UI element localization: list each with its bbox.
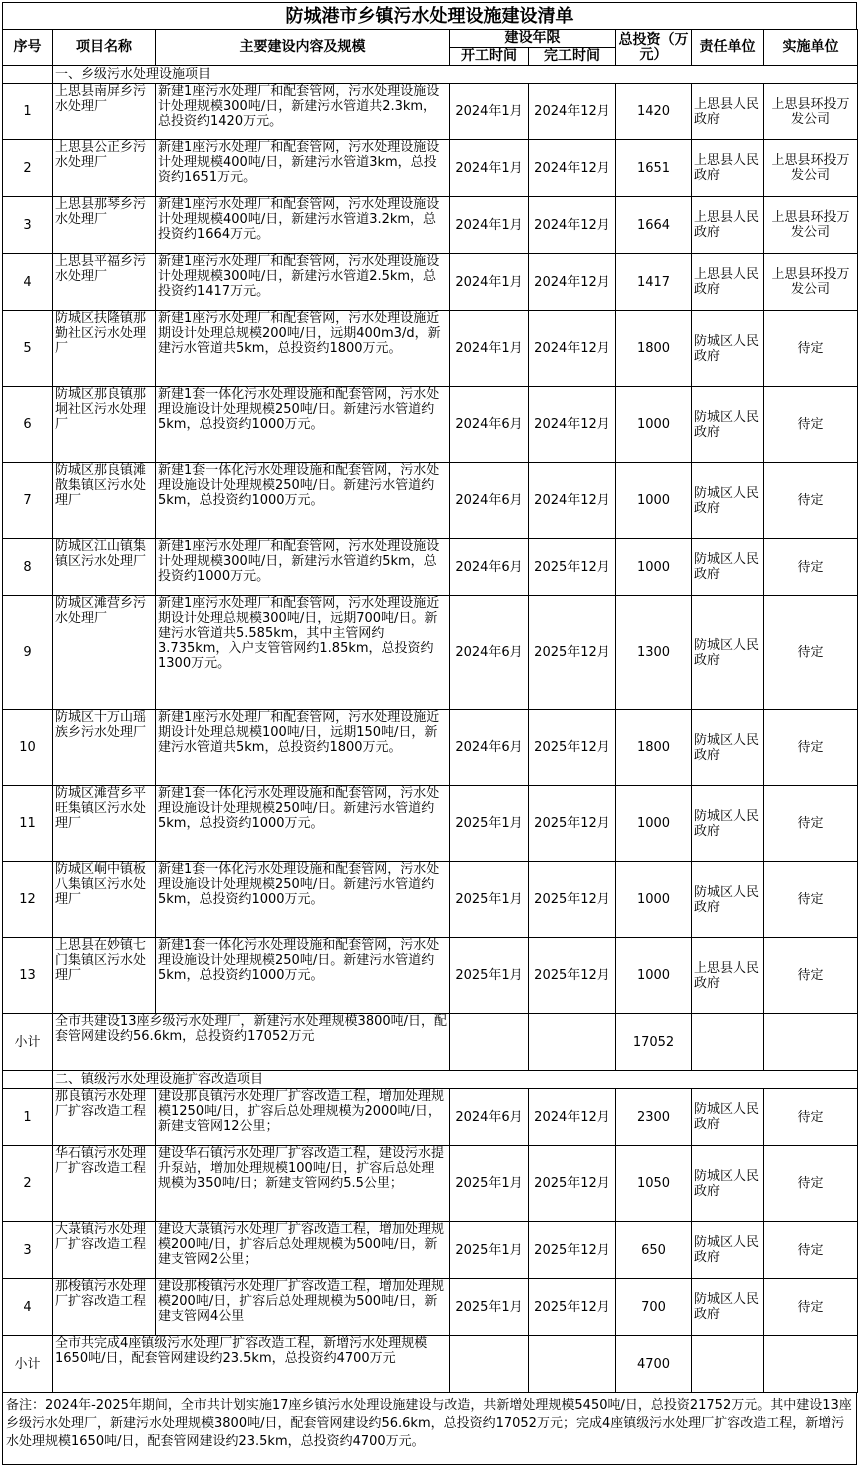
row-content: 新建1座污水处理厂和配套管网，污水处理设施设计处理规模300吨/日，新建污水管道2.5km，总投资约1417万元。 xyxy=(156,254,450,311)
row-responsible-unit: 上思县人民政府 xyxy=(692,84,764,140)
row-seq: 7 xyxy=(3,463,53,539)
row-content: 建设华石镇污水处理厂扩容改造工程，建设污水提升泵站，增加处理规模100吨/日，扩容后总处理规模为350吨/日；新建支管网约5.5公里； xyxy=(156,1146,450,1222)
row-content: 新建1座污水处理厂和配套管网，污水处理设施近期设计处理总规模100吨/日，远期150吨/日，新建污水管道共5km，总投资约1800万元。 xyxy=(156,710,450,786)
row-end-date: 2025年12月 xyxy=(529,938,616,1014)
section-heading-row xyxy=(3,66,858,84)
row-start-date: 2024年1月 xyxy=(450,140,529,197)
remarks-note: 备注：2024年-2025年期间，全市共计划实施17座乡镇污水处理设施建设与改造，共新增处理规模5450吨/日，总投资21752万元。其中建设13座乡级污水处理厂，新建污水处理规模3800吨/日，配套管网建设约56.6km，总投资约17052万元；完成4座镇级污水处理厂扩容改造工程，新增污水处理规模1650吨/日，配套管网建设约23.5km，总投资约4700万元。 xyxy=(2,1393,857,1465)
empty-cell xyxy=(529,1014,616,1071)
row-start-date: 2025年1月 xyxy=(450,1146,529,1222)
header-content: 主要建设内容及规模 xyxy=(156,30,450,66)
empty-cell xyxy=(692,1336,764,1393)
row-content: 建设那梭镇污水处理厂扩容改造工程，增加处理规模200吨/日，扩容后总处理规模为500吨/日，新建支管网4公里 xyxy=(156,1279,450,1336)
row-content: 建设那良镇污水处理厂扩容改造工程，增加处理规模1250吨/日，扩容后总处理规模为2000吨/日，新建支管网12公里； xyxy=(156,1089,450,1146)
row-end-date: 2024年12月 xyxy=(529,387,616,463)
header-name: 项目名称 xyxy=(53,30,156,66)
row-project-name: 防城区那良镇那垌社区污水处理厂 xyxy=(53,387,156,463)
table-row xyxy=(3,1222,858,1279)
row-end-date: 2025年12月 xyxy=(529,1279,616,1336)
row-start-date: 2024年6月 xyxy=(450,710,529,786)
row-project-name: 防城区那良镇滩散集镇区污水处理厂 xyxy=(53,463,156,539)
row-content: 新建1座污水处理厂和配套管网，污水处理设施设计处理规模300吨/日，新建污水管道约5km，总投资约1000万元。 xyxy=(156,539,450,596)
row-responsible-unit: 防城区人民政府 xyxy=(692,387,764,463)
row-project-name: 上思县公正乡污水处理厂 xyxy=(53,140,156,197)
row-seq: 1 xyxy=(3,1089,53,1146)
row-responsible-unit: 上思县人民政府 xyxy=(692,938,764,1014)
row-responsible-unit: 防城区人民政府 xyxy=(692,710,764,786)
row-project-name: 上思县那琴乡污水处理厂 xyxy=(53,197,156,254)
row-implementing-unit: 上思县环投万发公司 xyxy=(764,84,858,140)
row-end-date: 2024年12月 xyxy=(529,1089,616,1146)
table-row xyxy=(3,84,858,140)
row-end-date: 2024年12月 xyxy=(529,197,616,254)
row-end-date: 2024年12月 xyxy=(529,254,616,311)
row-content: 新建1座污水处理厂和配套管网，污水处理设施近期设计处理总规模200吨/日，远期400m3/d，新建污水管道共5km，总投资约1800万元。 xyxy=(156,311,450,387)
row-seq: 6 xyxy=(3,387,53,463)
section-heading-row xyxy=(3,1071,858,1089)
row-implementing-unit: 待定 xyxy=(764,387,858,463)
table-row xyxy=(3,197,858,254)
row-responsible-unit: 上思县人民政府 xyxy=(692,254,764,311)
row-seq: 9 xyxy=(3,596,53,710)
row-content: 新建1座污水处理厂和配套管网，污水处理设施设计处理规模400吨/日，新建污水管道3km，总投资约1651万元。 xyxy=(156,140,450,197)
row-end-date: 2025年12月 xyxy=(529,862,616,938)
table-row xyxy=(3,463,858,539)
row-content: 新建1座污水处理厂和配套管网，污水处理设施近期设计处理总规模300吨/日，远期700吨/日。新建污水管道共5.585km，其中主管网约3.735km，入户支管管网约1.85km，总投资约1300万元。 xyxy=(156,596,450,710)
row-content: 新建1套一体化污水处理设施和配套管网，污水处理设施设计处理规模250吨/日。新建污水管道约5km，总投资约1000万元。 xyxy=(156,387,450,463)
row-project-name: 防城区峒中镇板八集镇区污水处理厂 xyxy=(53,862,156,938)
row-investment: 1000 xyxy=(616,539,692,596)
row-start-date: 2024年1月 xyxy=(450,197,529,254)
row-implementing-unit: 待定 xyxy=(764,1089,858,1146)
row-responsible-unit: 防城区人民政府 xyxy=(692,463,764,539)
row-content: 新建1座污水处理厂和配套管网，污水处理设施设计处理规模300吨/日，新建污水管道共2.3km，总投资约1420万元。 xyxy=(156,84,450,140)
subtotal-row xyxy=(3,1336,858,1393)
row-implementing-unit: 待定 xyxy=(764,1146,858,1222)
row-project-name: 防城区滩营乡污水处理厂 xyxy=(53,596,156,710)
row-responsible-unit: 防城区人民政府 xyxy=(692,311,764,387)
row-project-name: 防城区十万山瑶族乡污水处理厂 xyxy=(53,710,156,786)
row-implementing-unit: 待定 xyxy=(764,1279,858,1336)
row-investment: 650 xyxy=(616,1222,692,1279)
empty-cell xyxy=(764,1014,858,1071)
header-start: 开工时间 xyxy=(450,48,529,66)
row-start-date: 2024年6月 xyxy=(450,387,529,463)
row-project-name: 大菉镇污水处理厂扩容改造工程 xyxy=(53,1222,156,1279)
row-content: 建设大菉镇污水处理厂扩容改造工程，增加处理规模200吨/日，扩容后总处理规模为500吨/日，新建支管网2公里； xyxy=(156,1222,450,1279)
row-content: 新建1套一体化污水处理设施和配套管网，污水处理设施设计处理规模250吨/日。新建污水管道约5km，总投资约1000万元。 xyxy=(156,463,450,539)
empty-cell xyxy=(529,1336,616,1393)
row-investment: 1417 xyxy=(616,254,692,311)
row-start-date: 2024年1月 xyxy=(450,254,529,311)
row-project-name: 华石镇污水处理厂扩容改造工程 xyxy=(53,1146,156,1222)
table-row xyxy=(3,786,858,862)
row-investment: 1000 xyxy=(616,463,692,539)
table-row xyxy=(3,862,858,938)
row-investment: 1000 xyxy=(616,938,692,1014)
table-body xyxy=(3,66,858,1393)
section-title: 一、乡级污水处理设施项目 xyxy=(53,66,858,84)
row-seq: 3 xyxy=(3,1222,53,1279)
subtotal-row xyxy=(3,1014,858,1071)
header-end: 完工时间 xyxy=(529,48,616,66)
subtotal-label: 小计 xyxy=(3,1336,53,1393)
row-seq: 13 xyxy=(3,938,53,1014)
subtotal-investment: 17052 xyxy=(616,1014,692,1071)
row-end-date: 2024年12月 xyxy=(529,311,616,387)
row-seq: 1 xyxy=(3,84,53,140)
row-project-name: 上思县南屏乡污水处理厂 xyxy=(53,84,156,140)
empty-cell xyxy=(692,1014,764,1071)
row-content: 新建1套一体化污水处理设施和配套管网，污水处理设施设计处理规模250吨/日。新建污水管道约5km，总投资约1000万元。 xyxy=(156,786,450,862)
row-project-name: 防城区扶隆镇那勤社区污水处理厂 xyxy=(53,311,156,387)
row-investment: 1800 xyxy=(616,710,692,786)
table-row xyxy=(3,1089,858,1146)
row-implementing-unit: 待定 xyxy=(764,311,858,387)
page-title: 防城港市乡镇污水处理设施建设清单 xyxy=(2,2,857,29)
row-implementing-unit: 待定 xyxy=(764,596,858,710)
header-resp: 责任单位 xyxy=(692,30,764,66)
row-responsible-unit: 防城区人民政府 xyxy=(692,1146,764,1222)
row-end-date: 2025年12月 xyxy=(529,596,616,710)
row-implementing-unit: 待定 xyxy=(764,710,858,786)
row-end-date: 2024年12月 xyxy=(529,140,616,197)
row-start-date: 2025年1月 xyxy=(450,1222,529,1279)
row-implementing-unit: 待定 xyxy=(764,463,858,539)
header-seq: 序号 xyxy=(3,30,53,66)
subtotal-label: 小计 xyxy=(3,1014,53,1071)
row-project-name: 防城区滩营乡平旺集镇区污水处理厂 xyxy=(53,786,156,862)
row-start-date: 2024年1月 xyxy=(450,311,529,387)
row-investment: 1050 xyxy=(616,1146,692,1222)
row-start-date: 2024年6月 xyxy=(450,1089,529,1146)
row-project-name: 防城区江山镇集镇区污水处理厂 xyxy=(53,539,156,596)
row-responsible-unit: 上思县人民政府 xyxy=(692,197,764,254)
row-responsible-unit: 防城区人民政府 xyxy=(692,786,764,862)
header-period: 建设年限 xyxy=(450,30,616,48)
row-investment: 1664 xyxy=(616,197,692,254)
row-start-date: 2025年1月 xyxy=(450,1279,529,1336)
row-end-date: 2025年12月 xyxy=(529,1222,616,1279)
row-content: 新建1座污水处理厂和配套管网，污水处理设施设计处理规模400吨/日，新建污水管道3.2km，总投资约1664万元。 xyxy=(156,197,450,254)
table-row xyxy=(3,387,858,463)
project-table xyxy=(2,29,858,1393)
row-seq: 11 xyxy=(3,786,53,862)
row-seq: 4 xyxy=(3,1279,53,1336)
section-title: 二、镇级污水处理设施扩容改造项目 xyxy=(53,1071,858,1089)
row-implementing-unit: 待定 xyxy=(764,862,858,938)
subtotal-content: 全市共建设13座乡级污水处理厂，新建污水处理规模3800吨/日，配套管网建设约56.6km，总投资约17052万元 xyxy=(53,1014,450,1071)
document-sheet xyxy=(2,2,857,1465)
row-responsible-unit: 防城区人民政府 xyxy=(692,862,764,938)
row-start-date: 2025年1月 xyxy=(450,938,529,1014)
subtotal-content: 全市共完成4座镇级污水处理厂扩容改造工程，新增污水处理规模1650吨/日，配套管网建设约23.5km，总投资约4700万元 xyxy=(53,1336,450,1393)
header-impl: 实施单位 xyxy=(764,30,858,66)
table-row xyxy=(3,140,858,197)
row-start-date: 2025年1月 xyxy=(450,862,529,938)
table-row xyxy=(3,938,858,1014)
row-investment: 1000 xyxy=(616,786,692,862)
row-implementing-unit: 待定 xyxy=(764,539,858,596)
row-seq: 8 xyxy=(3,539,53,596)
row-end-date: 2025年12月 xyxy=(529,1146,616,1222)
row-end-date: 2025年12月 xyxy=(529,539,616,596)
row-start-date: 2024年6月 xyxy=(450,596,529,710)
row-implementing-unit: 待定 xyxy=(764,1222,858,1279)
row-end-date: 2025年12月 xyxy=(529,786,616,862)
row-investment: 1651 xyxy=(616,140,692,197)
row-seq: 5 xyxy=(3,311,53,387)
table-row xyxy=(3,539,858,596)
row-implementing-unit: 上思县环投万发公司 xyxy=(764,254,858,311)
row-project-name: 上思县在妙镇七门集镇区污水处理厂 xyxy=(53,938,156,1014)
empty-cell xyxy=(3,66,53,84)
row-responsible-unit: 防城区人民政府 xyxy=(692,596,764,710)
row-seq: 3 xyxy=(3,197,53,254)
empty-cell xyxy=(450,1336,529,1393)
header-invest: 总投资（万元） xyxy=(616,30,692,66)
row-start-date: 2024年6月 xyxy=(450,539,529,596)
row-content: 新建1套一体化污水处理设施和配套管网，污水处理设施设计处理规模250吨/日。新建污水管道约5km，总投资约1000万元。 xyxy=(156,938,450,1014)
row-start-date: 2024年6月 xyxy=(450,463,529,539)
row-investment: 1420 xyxy=(616,84,692,140)
subtotal-investment: 4700 xyxy=(616,1336,692,1393)
empty-cell xyxy=(764,1336,858,1393)
row-investment: 1000 xyxy=(616,387,692,463)
row-seq: 2 xyxy=(3,1146,53,1222)
table-row xyxy=(3,1146,858,1222)
row-responsible-unit: 防城区人民政府 xyxy=(692,539,764,596)
table-row xyxy=(3,311,858,387)
table-row xyxy=(3,710,858,786)
row-project-name: 那良镇污水处理厂扩容改造工程 xyxy=(53,1089,156,1146)
table-row xyxy=(3,254,858,311)
row-seq: 2 xyxy=(3,140,53,197)
row-seq: 4 xyxy=(3,254,53,311)
row-implementing-unit: 待定 xyxy=(764,938,858,1014)
row-implementing-unit: 上思县环投万发公司 xyxy=(764,140,858,197)
row-content: 新建1套一体化污水处理设施和配套管网，污水处理设施设计处理规模250吨/日。新建污水管道约5km，总投资约1000万元。 xyxy=(156,862,450,938)
row-investment: 700 xyxy=(616,1279,692,1336)
row-investment: 1800 xyxy=(616,311,692,387)
row-start-date: 2025年1月 xyxy=(450,786,529,862)
table-row xyxy=(3,1279,858,1336)
row-seq: 10 xyxy=(3,710,53,786)
empty-cell xyxy=(3,1071,53,1089)
row-project-name: 那梭镇污水处理厂扩容改造工程 xyxy=(53,1279,156,1336)
row-end-date: 2025年12月 xyxy=(529,710,616,786)
row-responsible-unit: 上思县人民政府 xyxy=(692,140,764,197)
row-end-date: 2024年12月 xyxy=(529,84,616,140)
row-implementing-unit: 待定 xyxy=(764,786,858,862)
row-end-date: 2024年12月 xyxy=(529,463,616,539)
row-start-date: 2024年1月 xyxy=(450,84,529,140)
row-responsible-unit: 防城区人民政府 xyxy=(692,1089,764,1146)
row-implementing-unit: 上思县环投万发公司 xyxy=(764,197,858,254)
row-project-name: 上思县平福乡污水处理厂 xyxy=(53,254,156,311)
table-row xyxy=(3,596,858,710)
empty-cell xyxy=(450,1014,529,1071)
row-responsible-unit: 防城区人民政府 xyxy=(692,1279,764,1336)
row-investment: 2300 xyxy=(616,1089,692,1146)
row-seq: 12 xyxy=(3,862,53,938)
row-responsible-unit: 防城区人民政府 xyxy=(692,1222,764,1279)
row-investment: 1000 xyxy=(616,862,692,938)
row-investment: 1300 xyxy=(616,596,692,710)
